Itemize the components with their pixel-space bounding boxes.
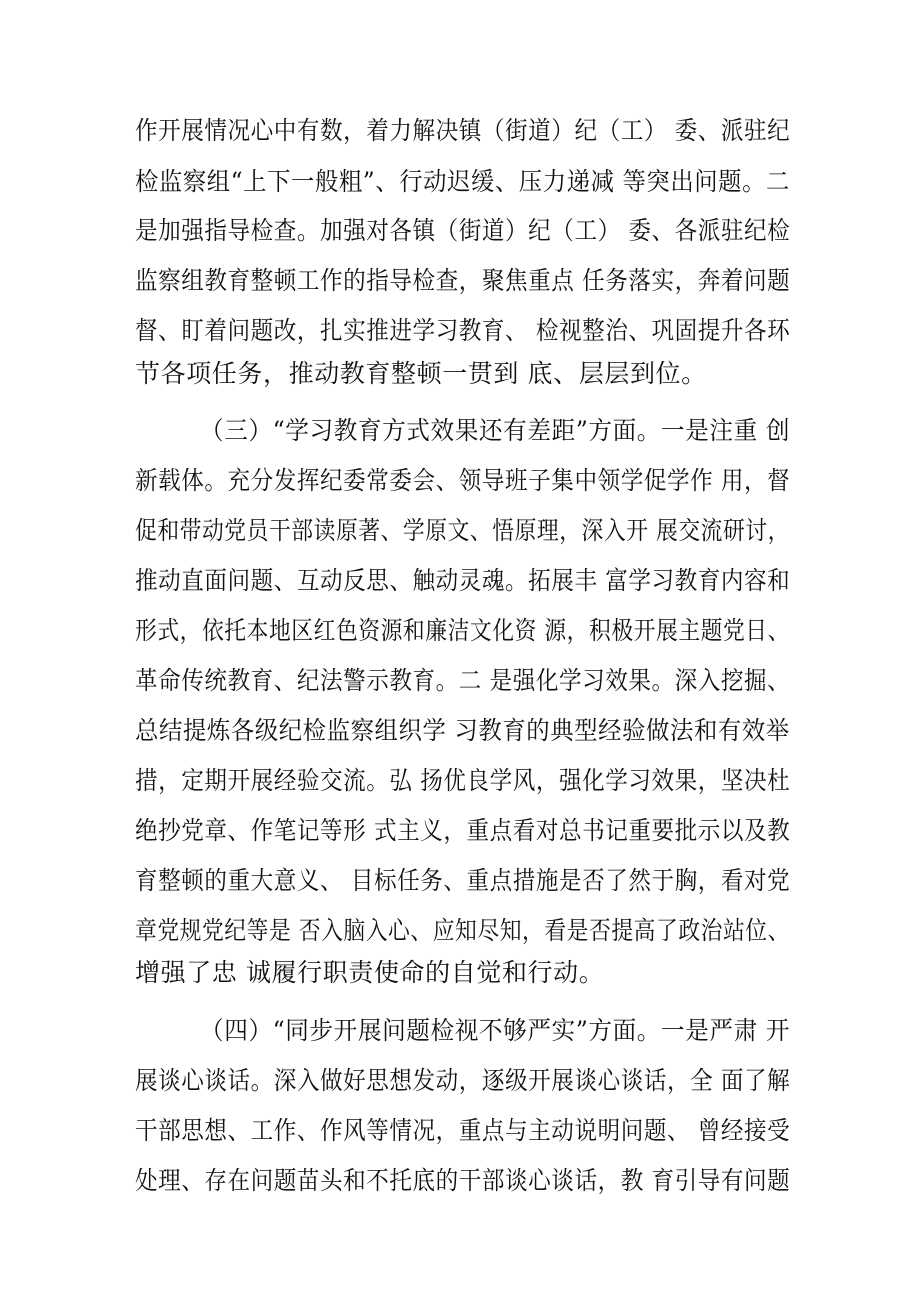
text-line: 措，定期开展经验交流。弘 扬优良学风，强化学习效果，坚决杜	[135, 766, 791, 795]
text-line: 干部思想、工作、作风等情况，重点与主动说明问题、 曾经接受	[135, 1116, 791, 1145]
text-line: 总结提炼各级纪检监察组织学 习教育的典型经验做法和有效举	[135, 716, 790, 745]
paragraph-heading-3: （三）“学习教育方式效果还有差距”方面。一是注重 创	[200, 416, 791, 445]
paragraph-heading-4: （四）“同步开展问题检视不够严实”方面。一是严肃 开	[200, 1016, 791, 1045]
text-line: 节各项任务，推动教育整顿一贯到 底、层层到位。	[135, 359, 707, 388]
text-line: 促和带动党员干部读原著、学原文、悟原理，深入开 展交流研讨，	[135, 516, 790, 545]
text-line: 形式，依托本地区红色资源和廉洁文化资 源，积极开展主题党日、	[135, 616, 790, 645]
text-line: 推动直面问题、互动反思、触动灵魂。拓展丰 富学习教育内容和	[135, 566, 791, 595]
text-line: 监察组教育整顿工作的指导检查，聚焦重点 任务落实，奔着问题	[135, 266, 791, 295]
text-line: 展谈心谈话。深入做好思想发动，逐级开展谈心谈话，全 面了解	[135, 1066, 791, 1095]
text-line: 检监察组“上下一般粗”、行动迟缓、压力递减 等突出问题。二	[135, 167, 790, 196]
text-line: 育整顿的重大意义、 目标任务、重点措施是否了然于胸，看对党	[135, 866, 791, 895]
text-line: 处理、存在问题苗头和不托底的干部谈心谈话，教 育引导有问题	[135, 1166, 791, 1195]
text-line: 新载体。充分发挥纪委常委会、领导班子集中领学促学作 用，督	[135, 466, 791, 495]
text-line: 作开展情况心中有数，着力解决镇（街道）纪（工） 委、派驻纪	[135, 116, 791, 145]
text-line: 督、盯着问题改，扎实推进学习教育、 检视整治、巩固提升各环	[135, 316, 791, 345]
text-line: 增强了忠 诚履行职责使命的自觉和行动。	[135, 958, 605, 987]
text-line: 章党规党纪等是 否入脑入心、应知尽知，看是否提高了政治站位、	[135, 916, 790, 945]
text-line: 革命传统教育、纪法警示教育。二 是强化学习效果。深入挖掘、	[135, 666, 791, 695]
text-line: 是加强指导检查。加强对各镇（街道）纪（工） 委、各派驻纪检	[135, 216, 791, 245]
text-line: 绝抄党章、作笔记等形 式主义，重点看对总书记重要批示以及教	[135, 816, 791, 845]
